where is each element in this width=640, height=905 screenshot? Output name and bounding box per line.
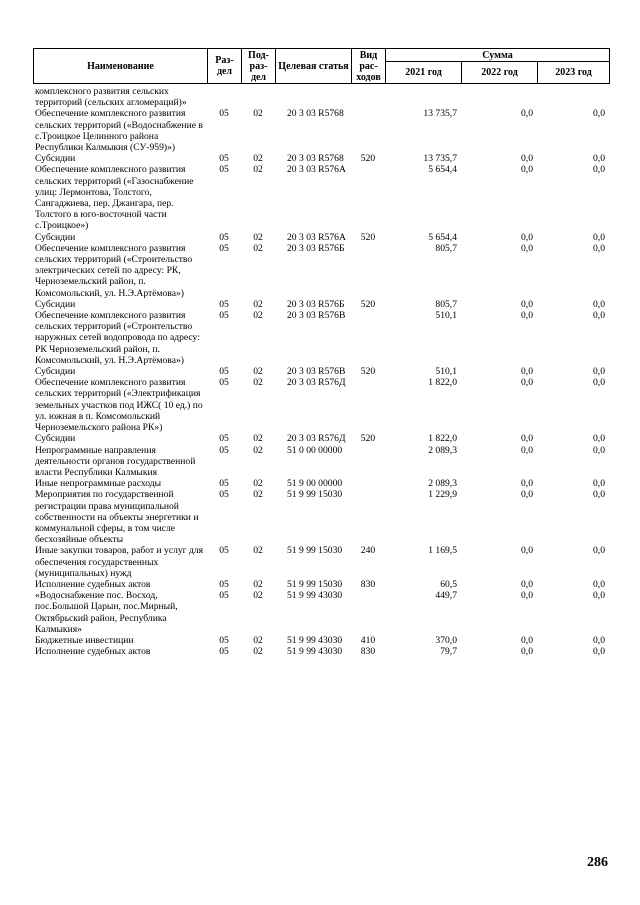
row-vid xyxy=(351,164,385,231)
row-razdel xyxy=(207,86,241,108)
row-sum-2021 xyxy=(385,86,461,108)
row-sum-2022: 0,0 xyxy=(521,242,533,254)
table-row xyxy=(33,646,609,657)
row-podrazdel: 02 xyxy=(253,545,263,557)
row-sum-2021: 510,1 xyxy=(435,310,457,322)
row-sum-2022: 0,0 xyxy=(521,433,533,445)
row-vid: 520 xyxy=(360,153,376,165)
row-sum-2021: 13 735,7 xyxy=(423,108,457,120)
row-statya xyxy=(275,86,351,108)
row-sum-2021: 370,0 xyxy=(435,634,457,646)
row-sum-2021: 13 735,7 xyxy=(423,153,457,165)
row-sum-2023: 0,0 xyxy=(593,646,605,658)
row-statya: 20 3 03 R576Д xyxy=(287,433,346,445)
row-podrazdel: 02 xyxy=(253,298,263,310)
table-row xyxy=(33,153,609,164)
row-sum-2021: 5 654,4 xyxy=(428,231,457,243)
row-podrazdel xyxy=(241,86,275,108)
row-sum-2021: 60,5 xyxy=(440,578,457,590)
row-podrazdel: 02 xyxy=(253,478,263,490)
row-sum-2021: 79,7 xyxy=(440,646,457,658)
row-razdel: 05 xyxy=(219,489,229,501)
row-statya: 51 9 99 43030 xyxy=(287,634,343,646)
row-name: Субсидии xyxy=(35,231,76,243)
row-razdel: 05 xyxy=(219,478,229,490)
row-sum-2022: 0,0 xyxy=(521,231,533,243)
table-row xyxy=(33,433,609,444)
row-name: Непрограммные направления деятельности органов государственной власти Республики Калмыкия xyxy=(35,444,196,478)
row-podrazdel: 02 xyxy=(253,108,263,120)
row-vid xyxy=(351,108,385,153)
row-vid: 830 xyxy=(360,578,376,590)
row-sum-2023: 0,0 xyxy=(593,590,605,602)
row-sum-2023: 0,0 xyxy=(593,231,605,243)
row-vid xyxy=(351,445,385,479)
row-vid: 520 xyxy=(360,298,376,310)
row-sum-2022: 0,0 xyxy=(521,646,533,658)
row-statya: 20 3 03 R5768 xyxy=(287,108,344,120)
row-statya: 20 3 03 R576Б xyxy=(287,242,345,254)
row-statya: 20 3 03 R576Д xyxy=(287,377,346,389)
header-summa: Сумма xyxy=(386,49,610,62)
row-sum-2022: 0,0 xyxy=(521,489,533,501)
row-name: Обеспечение комплексного развития сельских территорий («Строительство наружных сетей водопровода по адресу: РК Черноземельский район, п. Комсомольский, ул. Н.Э.Артёмова») xyxy=(35,310,200,366)
row-statya: 51 9 00 00000 xyxy=(287,478,343,490)
row-sum-2022: 0,0 xyxy=(521,444,533,456)
row-podrazdel: 02 xyxy=(253,164,263,176)
row-name: Иные закупки товаров, работ и услуг для обеспечения государственных (муниципальных) нужд xyxy=(35,545,204,579)
row-sum-2022: 0,0 xyxy=(521,164,533,176)
table-row xyxy=(33,86,609,108)
row-statya: 51 9 99 15030 xyxy=(287,489,343,501)
row-vid: 520 xyxy=(360,231,376,243)
row-sum-2022: 0,0 xyxy=(521,590,533,602)
table-row xyxy=(33,164,609,231)
row-vid: 830 xyxy=(360,646,376,658)
row-podrazdel: 02 xyxy=(253,489,263,501)
row-sum-2023: 0,0 xyxy=(593,164,605,176)
row-statya: 51 9 99 15030 xyxy=(287,578,343,590)
row-vid xyxy=(351,489,385,545)
row-name: Обеспечение комплексного развития сельских территорий («Строительство электрических сетей по адресу: РК, Черноземельский район, п. Комсомольский, ул. Н.Э.Артёмова») xyxy=(35,242,193,299)
header-year-2023: 2023 год xyxy=(538,62,610,84)
row-statya: 20 3 03 R576А xyxy=(287,164,346,176)
header-year-2022: 2022 год xyxy=(462,62,538,84)
row-razdel: 05 xyxy=(219,590,229,602)
row-vid: 520 xyxy=(360,433,376,445)
row-name: Обеспечение комплексного развития сельских территорий («Газоснабжение улиц: Лермонтова, Толстого, Сангаджиева, пер. Джангара, пер. Толстого в юго-восточной части с.Троицкое») xyxy=(35,164,194,232)
row-razdel: 05 xyxy=(219,545,229,557)
row-razdel: 05 xyxy=(219,578,229,590)
row-razdel: 05 xyxy=(219,366,229,378)
row-razdel: 05 xyxy=(219,310,229,322)
row-razdel: 05 xyxy=(219,298,229,310)
row-statya: 51 9 99 43030 xyxy=(287,590,343,602)
row-razdel: 05 xyxy=(219,231,229,243)
row-podrazdel: 02 xyxy=(253,377,263,389)
row-razdel: 05 xyxy=(219,108,229,120)
row-name: Мероприятия по государственной регистрации права муниципальной собственности на объекты энергетики и коммунальной сферы, в том числе бесхозяйные объекты xyxy=(35,489,199,546)
row-razdel: 05 xyxy=(219,153,229,165)
table-row xyxy=(33,377,609,433)
row-vid xyxy=(351,590,385,635)
row-sum-2023: 0,0 xyxy=(593,478,605,490)
row-name: Бюджетные инвестиции xyxy=(35,634,134,646)
row-statya: 20 3 03 R576Б xyxy=(287,298,345,310)
row-podrazdel: 02 xyxy=(253,590,263,602)
row-sum-2021: 1 169,5 xyxy=(428,545,457,557)
row-sum-2021: 805,7 xyxy=(435,242,457,254)
row-vid xyxy=(351,243,385,299)
row-podrazdel: 02 xyxy=(253,366,263,378)
row-sum-2022: 0,0 xyxy=(521,153,533,165)
table-header xyxy=(33,48,610,84)
table-body xyxy=(33,86,609,657)
row-sum-2023: 0,0 xyxy=(593,545,605,557)
row-sum-2023: 0,0 xyxy=(593,298,605,310)
budget-table xyxy=(33,86,609,657)
row-statya: 51 0 00 00000 xyxy=(287,444,343,456)
row-sum-2023: 0,0 xyxy=(593,310,605,322)
row-podrazdel: 02 xyxy=(253,231,263,243)
table-row xyxy=(33,489,609,545)
row-razdel: 05 xyxy=(219,433,229,445)
row-sum-2023: 0,0 xyxy=(593,242,605,254)
row-name: Исполнение судебных актов xyxy=(35,578,151,590)
row-razdel: 05 xyxy=(219,646,229,658)
row-statya: 20 3 03 R5768 xyxy=(287,153,344,165)
row-podrazdel: 02 xyxy=(253,634,263,646)
row-podrazdel: 02 xyxy=(253,646,263,658)
table-row xyxy=(33,299,609,310)
row-sum-2022: 0,0 xyxy=(521,545,533,557)
row-sum-2022 xyxy=(461,86,537,108)
row-razdel: 05 xyxy=(219,444,229,456)
row-sum-2021: 2 089,3 xyxy=(428,478,457,490)
row-name: Субсидии xyxy=(35,153,76,165)
row-sum-2023: 0,0 xyxy=(593,489,605,501)
table-row xyxy=(33,366,609,377)
row-sum-2022: 0,0 xyxy=(521,310,533,322)
row-razdel: 05 xyxy=(219,164,229,176)
header-year-2021: 2021 год xyxy=(386,62,462,84)
row-sum-2023 xyxy=(537,86,609,108)
page-number: 286 xyxy=(587,855,608,870)
table-row xyxy=(33,545,609,579)
row-podrazdel: 02 xyxy=(253,153,263,165)
row-sum-2023: 0,0 xyxy=(593,377,605,389)
row-sum-2021: 1 229,9 xyxy=(428,489,457,501)
header-statya: Целевая статья xyxy=(276,49,352,84)
row-vid xyxy=(351,377,385,433)
row-vid xyxy=(351,310,385,366)
header-podrazdel: Под-раз-дел xyxy=(242,49,276,84)
row-sum-2023: 0,0 xyxy=(593,634,605,646)
row-sum-2022: 0,0 xyxy=(521,634,533,646)
table-row xyxy=(33,243,609,299)
row-name: комплексного развития сельских территорий (сельских агломераций)» xyxy=(35,86,187,109)
header-vid: Вид рас-ходов xyxy=(352,49,386,84)
row-sum-2023: 0,0 xyxy=(593,444,605,456)
row-name: Обеспечение комплексного развития сельских территорий («Электрификация земельных участков под ИЖС( 10 ед.) по ул. южная в п. Комсомольский Черноземельского района РК») xyxy=(35,377,203,434)
row-vid: 410 xyxy=(360,634,376,646)
row-sum-2022: 0,0 xyxy=(521,108,533,120)
row-name: Субсидии xyxy=(35,298,76,310)
row-vid: 240 xyxy=(360,545,376,557)
row-statya: 20 3 03 R576В xyxy=(287,310,346,322)
row-sum-2022: 0,0 xyxy=(521,478,533,490)
row-sum-2022: 0,0 xyxy=(521,578,533,590)
row-name: Иные непрограммные расходы xyxy=(35,478,162,490)
table-row xyxy=(33,445,609,479)
row-name: Исполнение судебных актов xyxy=(35,646,151,658)
row-statya: 20 3 03 R576В xyxy=(287,366,346,378)
table-row xyxy=(33,108,609,153)
row-vid xyxy=(351,478,385,489)
row-sum-2021: 5 654,4 xyxy=(428,164,457,176)
header-name: Наименование xyxy=(34,49,208,84)
row-sum-2022: 0,0 xyxy=(521,298,533,310)
row-sum-2023: 0,0 xyxy=(593,433,605,445)
row-podrazdel: 02 xyxy=(253,433,263,445)
row-sum-2021: 510,1 xyxy=(435,366,457,378)
row-sum-2022: 0,0 xyxy=(521,366,533,378)
row-sum-2023: 0,0 xyxy=(593,578,605,590)
row-statya: 51 9 99 15030 xyxy=(287,545,343,557)
row-statya: 51 9 99 43030 xyxy=(287,646,343,658)
row-vid: 520 xyxy=(360,366,376,378)
header-razdel: Раз-дел xyxy=(208,49,242,84)
row-name: Субсидии xyxy=(35,433,76,445)
row-podrazdel: 02 xyxy=(253,310,263,322)
row-name: Субсидии xyxy=(35,366,76,378)
row-name: «Водоснабжение пос. Восход, пос.Большой Царын, пос.Мирный, Октябрьский район, Республика Калмыкия» xyxy=(35,590,178,635)
row-podrazdel: 02 xyxy=(253,444,263,456)
row-sum-2023: 0,0 xyxy=(593,153,605,165)
row-sum-2021: 2 089,3 xyxy=(428,444,457,456)
table-row xyxy=(33,635,609,646)
row-name: Обеспечение комплексного развития сельских территорий («Водоснабжение в с.Троицкое Целинного района Республики Калмыкия (СУ-959)») xyxy=(35,108,203,154)
row-statya: 20 3 03 R576А xyxy=(287,231,346,243)
row-podrazdel: 02 xyxy=(253,242,263,254)
row-podrazdel: 02 xyxy=(253,578,263,590)
row-sum-2021: 1 822,0 xyxy=(428,377,457,389)
row-sum-2021: 1 822,0 xyxy=(428,433,457,445)
row-razdel: 05 xyxy=(219,377,229,389)
table-row xyxy=(33,310,609,366)
row-sum-2021: 805,7 xyxy=(435,298,457,310)
table-row xyxy=(33,478,609,489)
row-razdel: 05 xyxy=(219,242,229,254)
row-sum-2022: 0,0 xyxy=(521,377,533,389)
table-row xyxy=(33,590,609,635)
table-row xyxy=(33,579,609,590)
row-sum-2023: 0,0 xyxy=(593,108,605,120)
row-sum-2023: 0,0 xyxy=(593,366,605,378)
row-vid xyxy=(351,86,385,108)
row-razdel: 05 xyxy=(219,634,229,646)
row-sum-2021: 449,7 xyxy=(435,590,457,602)
table-row xyxy=(33,232,609,243)
